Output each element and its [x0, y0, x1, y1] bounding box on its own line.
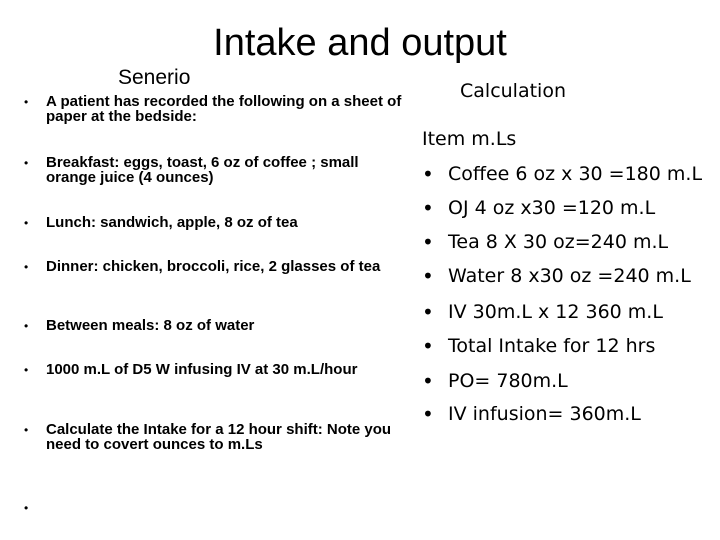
- scenario-item-text: Calculate the Intake for a 12 hour shift: Note you need to covert ounces to m.Ls: [46, 421, 392, 453]
- bullet-icon: •: [24, 156, 29, 170]
- calculation-item-text: Coffee 6 oz x 30 =180 m.L: [448, 163, 703, 185]
- bullet-icon: •: [24, 260, 29, 274]
- calculation-column-header: Item m.Ls: [422, 128, 517, 150]
- calculation-item-text: OJ 4 oz x30 =120 m.L: [448, 197, 656, 219]
- bullet-icon: •: [24, 216, 29, 230]
- scenario-heading: Senerio: [118, 66, 191, 89]
- scenario-item-text: Lunch: sandwich, apple, 8 oz of tea: [46, 214, 298, 231]
- scenario-item-text: Between meals: 8 oz of water: [46, 317, 255, 334]
- bullet-icon: •: [422, 402, 434, 426]
- calculation-item-text: PO= 780m.L: [448, 370, 568, 392]
- slide-title: Intake and output: [213, 22, 507, 64]
- bullet-icon: •: [24, 501, 29, 515]
- calculation-item-text: IV 30m.L x 12 360 m.L: [448, 301, 663, 323]
- calculation-item-text: Tea 8 X 30 oz=240 m.L: [448, 231, 669, 253]
- scenario-item-text: Breakfast: eggs, toast, 6 oz of coffee ; small orange juice (4 ounces): [46, 154, 359, 186]
- calculation-heading: Calculation: [460, 80, 566, 102]
- bullet-icon: •: [24, 319, 29, 333]
- bullet-icon: •: [24, 423, 29, 437]
- bullet-icon: •: [422, 264, 434, 288]
- scenario-item-text: 1000 m.L of D5 W infusing IV at 30 m.L/hour: [46, 361, 358, 378]
- calculation-item-text: Water 8 x30 oz =240 m.L: [448, 265, 691, 287]
- calculation-item-text: IV infusion= 360m.L: [448, 403, 641, 425]
- bullet-icon: •: [24, 363, 29, 377]
- calculation-item-text: Total Intake for 12 hrs: [448, 335, 656, 357]
- scenario-item-text: Dinner: chicken, broccoli, rice, 2 glasses of tea: [46, 258, 381, 275]
- scenario-item-text: A patient has recorded the following on a sheet of paper at the bedside:: [46, 93, 402, 125]
- bullet-icon: •: [422, 300, 434, 324]
- bullet-icon: •: [422, 369, 434, 393]
- bullet-icon: •: [422, 334, 434, 358]
- bullet-icon: •: [422, 162, 434, 186]
- bullet-icon: •: [422, 230, 434, 254]
- bullet-icon: •: [24, 95, 29, 109]
- bullet-icon: •: [422, 196, 434, 220]
